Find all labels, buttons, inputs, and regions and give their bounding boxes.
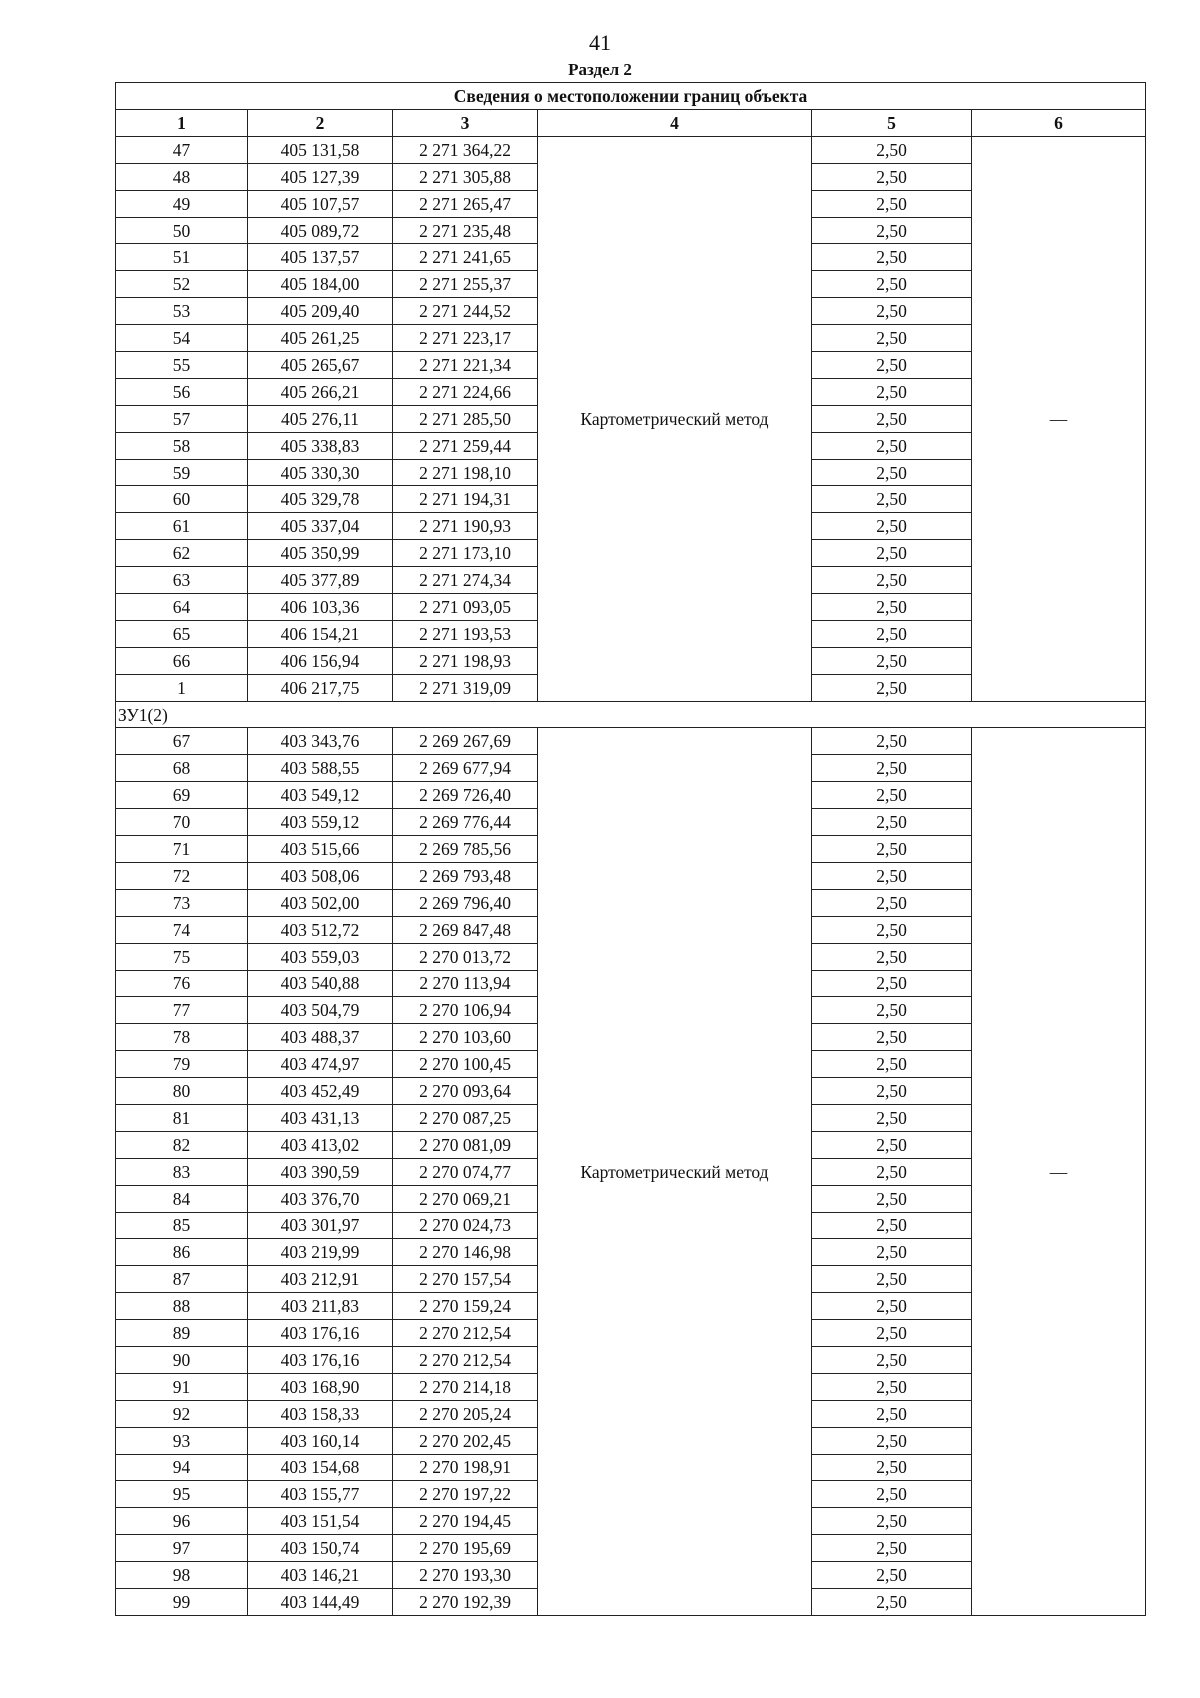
coordinate-x-cell: 403 588,55 <box>248 755 393 782</box>
point-number-cell: 58 <box>116 432 248 459</box>
method-cell: Картометрический метод <box>538 136 812 701</box>
point-number-cell: 74 <box>116 916 248 943</box>
coordinate-y-cell: 2 270 106,94 <box>393 997 538 1024</box>
coordinate-x-cell: 406 154,21 <box>248 620 393 647</box>
point-number-cell: 81 <box>116 1104 248 1131</box>
coordinate-y-cell: 2 270 202,45 <box>393 1427 538 1454</box>
coordinate-y-cell: 2 271 221,34 <box>393 352 538 379</box>
point-number-cell: 87 <box>116 1266 248 1293</box>
point-number-cell: 50 <box>116 217 248 244</box>
coordinate-x-cell: 403 413,02 <box>248 1131 393 1158</box>
point-number-cell: 97 <box>116 1535 248 1562</box>
coordinate-y-cell: 2 270 074,77 <box>393 1158 538 1185</box>
group-label-row <box>116 701 1146 728</box>
point-number-cell: 77 <box>116 997 248 1024</box>
coordinate-y-cell: 2 271 224,66 <box>393 378 538 405</box>
coordinate-x-cell: 403 155,77 <box>248 1481 393 1508</box>
accuracy-cell: 2,50 <box>812 1131 972 1158</box>
coordinate-x-cell: 403 502,00 <box>248 889 393 916</box>
group-label: ЗУ1(2) <box>116 701 1146 728</box>
accuracy-cell: 2,50 <box>812 1427 972 1454</box>
point-number-cell: 70 <box>116 809 248 836</box>
accuracy-cell: 2,50 <box>812 1185 972 1212</box>
point-number-cell: 63 <box>116 567 248 594</box>
accuracy-cell: 2,50 <box>812 809 972 836</box>
coordinate-x-cell: 403 559,12 <box>248 809 393 836</box>
point-number-cell: 54 <box>116 325 248 352</box>
coordinate-y-cell: 2 270 212,54 <box>393 1346 538 1373</box>
coordinate-y-cell: 2 271 235,48 <box>393 217 538 244</box>
point-number-cell: 83 <box>116 1158 248 1185</box>
point-number-cell: 93 <box>116 1427 248 1454</box>
point-number-cell: 82 <box>116 1131 248 1158</box>
accuracy-cell: 2,50 <box>812 567 972 594</box>
column-header: 4 <box>538 110 812 137</box>
coordinate-y-cell: 2 270 146,98 <box>393 1239 538 1266</box>
coordinate-y-cell: 2 271 305,88 <box>393 163 538 190</box>
coordinate-y-cell: 2 270 198,91 <box>393 1454 538 1481</box>
coordinate-x-cell: 406 156,94 <box>248 647 393 674</box>
point-number-cell: 94 <box>116 1454 248 1481</box>
coordinate-x-cell: 403 549,12 <box>248 782 393 809</box>
point-number-cell: 52 <box>116 271 248 298</box>
coordinate-y-cell: 2 271 364,22 <box>393 136 538 163</box>
accuracy-cell: 2,50 <box>812 1212 972 1239</box>
point-number-cell: 92 <box>116 1400 248 1427</box>
accuracy-cell: 2,50 <box>812 943 972 970</box>
point-number-cell: 78 <box>116 1024 248 1051</box>
coordinate-x-cell: 403 211,83 <box>248 1293 393 1320</box>
coordinate-x-cell: 403 146,21 <box>248 1562 393 1589</box>
coordinate-y-cell: 2 271 274,34 <box>393 567 538 594</box>
point-number-cell: 75 <box>116 943 248 970</box>
accuracy-cell: 2,50 <box>812 1588 972 1615</box>
coordinate-y-cell: 2 271 241,65 <box>393 244 538 271</box>
coordinate-y-cell: 2 271 223,17 <box>393 325 538 352</box>
accuracy-cell: 2,50 <box>812 594 972 621</box>
accuracy-cell: 2,50 <box>812 1481 972 1508</box>
coordinate-y-cell: 2 271 194,31 <box>393 486 538 513</box>
coordinate-y-cell: 2 270 159,24 <box>393 1293 538 1320</box>
coordinate-y-cell: 2 269 726,40 <box>393 782 538 809</box>
accuracy-cell: 2,50 <box>812 1239 972 1266</box>
column-header: 6 <box>972 110 1146 137</box>
coordinate-y-cell: 2 271 319,09 <box>393 674 538 701</box>
coordinate-x-cell: 403 540,88 <box>248 970 393 997</box>
coordinate-x-cell: 403 474,97 <box>248 1051 393 1078</box>
coordinate-x-cell: 403 219,99 <box>248 1239 393 1266</box>
coordinate-y-cell: 2 271 259,44 <box>393 432 538 459</box>
accuracy-cell: 2,50 <box>812 970 972 997</box>
coordinate-y-cell: 2 269 267,69 <box>393 728 538 755</box>
accuracy-cell: 2,50 <box>812 1024 972 1051</box>
coordinate-y-cell: 2 270 205,24 <box>393 1400 538 1427</box>
point-number-cell: 89 <box>116 1320 248 1347</box>
coordinate-x-cell: 405 338,83 <box>248 432 393 459</box>
table-row <box>116 728 1146 755</box>
coordinate-x-cell: 403 515,66 <box>248 836 393 863</box>
coordinate-x-cell: 405 377,89 <box>248 567 393 594</box>
accuracy-cell: 2,50 <box>812 1535 972 1562</box>
coordinate-x-cell: 403 176,16 <box>248 1346 393 1373</box>
point-number-cell: 88 <box>116 1293 248 1320</box>
point-number-cell: 55 <box>116 352 248 379</box>
accuracy-cell: 2,50 <box>812 244 972 271</box>
accuracy-cell: 2,50 <box>812 540 972 567</box>
point-number-cell: 71 <box>116 836 248 863</box>
accuracy-cell: 2,50 <box>812 1320 972 1347</box>
point-number-cell: 48 <box>116 163 248 190</box>
column-header-row <box>116 110 1146 137</box>
point-number-cell: 91 <box>116 1373 248 1400</box>
coordinate-x-cell: 403 390,59 <box>248 1158 393 1185</box>
point-number-cell: 65 <box>116 620 248 647</box>
coordinate-y-cell: 2 269 677,94 <box>393 755 538 782</box>
coordinate-x-cell: 403 154,68 <box>248 1454 393 1481</box>
point-number-cell: 84 <box>116 1185 248 1212</box>
point-number-cell: 62 <box>116 540 248 567</box>
coordinate-x-cell: 403 176,16 <box>248 1320 393 1347</box>
coordinate-y-cell: 2 271 093,05 <box>393 594 538 621</box>
point-number-cell: 47 <box>116 136 248 163</box>
column-header: 3 <box>393 110 538 137</box>
coordinate-x-cell: 405 330,30 <box>248 459 393 486</box>
point-number-cell: 86 <box>116 1239 248 1266</box>
coordinate-x-cell: 405 350,99 <box>248 540 393 567</box>
coordinate-y-cell: 2 269 793,48 <box>393 862 538 889</box>
coordinate-x-cell: 405 266,21 <box>248 378 393 405</box>
column-6-cell: — <box>972 728 1146 1615</box>
accuracy-cell: 2,50 <box>812 136 972 163</box>
coordinate-y-cell: 2 269 796,40 <box>393 889 538 916</box>
coordinate-y-cell: 2 271 193,53 <box>393 620 538 647</box>
coordinate-y-cell: 2 270 100,45 <box>393 1051 538 1078</box>
point-number-cell: 51 <box>116 244 248 271</box>
accuracy-cell: 2,50 <box>812 1400 972 1427</box>
coordinate-x-cell: 403 431,13 <box>248 1104 393 1131</box>
coordinate-x-cell: 405 089,72 <box>248 217 393 244</box>
coordinate-x-cell: 403 151,54 <box>248 1508 393 1535</box>
point-number-cell: 49 <box>116 190 248 217</box>
point-number-cell: 76 <box>116 970 248 997</box>
accuracy-cell: 2,50 <box>812 405 972 432</box>
coordinate-y-cell: 2 271 265,47 <box>393 190 538 217</box>
coordinate-y-cell: 2 269 847,48 <box>393 916 538 943</box>
coordinate-y-cell: 2 269 785,56 <box>393 836 538 863</box>
accuracy-cell: 2,50 <box>812 1562 972 1589</box>
boundary-coordinates-table <box>115 82 1146 1616</box>
coordinate-x-cell: 405 107,57 <box>248 190 393 217</box>
point-number-cell: 99 <box>116 1588 248 1615</box>
accuracy-cell: 2,50 <box>812 1508 972 1535</box>
coordinate-y-cell: 2 271 173,10 <box>393 540 538 567</box>
coordinate-x-cell: 403 144,49 <box>248 1588 393 1615</box>
table-row <box>116 136 1146 163</box>
coordinate-y-cell: 2 270 081,09 <box>393 1131 538 1158</box>
point-number-cell: 69 <box>116 782 248 809</box>
coordinate-x-cell: 406 103,36 <box>248 594 393 621</box>
section-title: Раздел 2 <box>568 60 632 79</box>
point-number-cell: 85 <box>116 1212 248 1239</box>
coordinate-x-cell: 405 276,11 <box>248 405 393 432</box>
point-number-cell: 73 <box>116 889 248 916</box>
point-number-cell: 60 <box>116 486 248 513</box>
coordinate-x-cell: 403 559,03 <box>248 943 393 970</box>
accuracy-cell: 2,50 <box>812 163 972 190</box>
point-number-cell: 56 <box>116 378 248 405</box>
coordinate-y-cell: 2 270 087,25 <box>393 1104 538 1131</box>
coordinate-y-cell: 2 270 024,73 <box>393 1212 538 1239</box>
accuracy-cell: 2,50 <box>812 190 972 217</box>
coordinate-y-cell: 2 270 113,94 <box>393 970 538 997</box>
coordinate-y-cell: 2 270 157,54 <box>393 1266 538 1293</box>
accuracy-cell: 2,50 <box>812 620 972 647</box>
point-number-cell: 66 <box>116 647 248 674</box>
coordinate-x-cell: 405 209,40 <box>248 298 393 325</box>
coordinate-y-cell: 2 270 214,18 <box>393 1373 538 1400</box>
coordinate-x-cell: 403 452,49 <box>248 1078 393 1105</box>
accuracy-cell: 2,50 <box>812 1104 972 1131</box>
accuracy-cell: 2,50 <box>812 271 972 298</box>
accuracy-cell: 2,50 <box>812 836 972 863</box>
coordinate-y-cell: 2 270 212,54 <box>393 1320 538 1347</box>
accuracy-cell: 2,50 <box>812 486 972 513</box>
accuracy-cell: 2,50 <box>812 1346 972 1373</box>
coordinate-y-cell: 2 271 198,93 <box>393 647 538 674</box>
coordinate-x-cell: 403 168,90 <box>248 1373 393 1400</box>
accuracy-cell: 2,50 <box>812 378 972 405</box>
coordinate-x-cell: 403 160,14 <box>248 1427 393 1454</box>
coordinate-y-cell: 2 270 069,21 <box>393 1185 538 1212</box>
coordinate-x-cell: 403 508,06 <box>248 862 393 889</box>
coordinate-x-cell: 405 261,25 <box>248 325 393 352</box>
coordinate-y-cell: 2 269 776,44 <box>393 809 538 836</box>
accuracy-cell: 2,50 <box>812 298 972 325</box>
accuracy-cell: 2,50 <box>812 755 972 782</box>
accuracy-cell: 2,50 <box>812 1051 972 1078</box>
coordinate-y-cell: 2 271 244,52 <box>393 298 538 325</box>
accuracy-cell: 2,50 <box>812 862 972 889</box>
coordinate-y-cell: 2 270 197,22 <box>393 1481 538 1508</box>
point-number-cell: 98 <box>116 1562 248 1589</box>
method-cell: Картометрический метод <box>538 728 812 1615</box>
coordinate-y-cell: 2 270 093,64 <box>393 1078 538 1105</box>
accuracy-cell: 2,50 <box>812 916 972 943</box>
coordinate-y-cell: 2 270 193,30 <box>393 1562 538 1589</box>
point-number-cell: 1 <box>116 674 248 701</box>
accuracy-cell: 2,50 <box>812 997 972 1024</box>
accuracy-cell: 2,50 <box>812 352 972 379</box>
coordinate-y-cell: 2 271 255,37 <box>393 271 538 298</box>
coordinate-x-cell: 403 301,97 <box>248 1212 393 1239</box>
coordinate-y-cell: 2 270 192,39 <box>393 1588 538 1615</box>
point-number-cell: 96 <box>116 1508 248 1535</box>
accuracy-cell: 2,50 <box>812 674 972 701</box>
point-number-cell: 64 <box>116 594 248 621</box>
accuracy-cell: 2,50 <box>812 513 972 540</box>
coordinate-x-cell: 405 184,00 <box>248 271 393 298</box>
point-number-cell: 79 <box>116 1051 248 1078</box>
table-title-row <box>116 83 1146 110</box>
accuracy-cell: 2,50 <box>812 1078 972 1105</box>
accuracy-cell: 2,50 <box>812 728 972 755</box>
accuracy-cell: 2,50 <box>812 1266 972 1293</box>
page-number: 41 <box>589 30 611 55</box>
accuracy-cell: 2,50 <box>812 647 972 674</box>
coordinate-y-cell: 2 270 013,72 <box>393 943 538 970</box>
accuracy-cell: 2,50 <box>812 1158 972 1185</box>
column-header: 5 <box>812 110 972 137</box>
point-number-cell: 68 <box>116 755 248 782</box>
column-6-cell: — <box>972 136 1146 701</box>
coordinate-x-cell: 403 376,70 <box>248 1185 393 1212</box>
point-number-cell: 53 <box>116 298 248 325</box>
coordinate-x-cell: 405 137,57 <box>248 244 393 271</box>
accuracy-cell: 2,50 <box>812 889 972 916</box>
table-title: Сведения о местоположении границ объекта <box>116 83 1146 110</box>
accuracy-cell: 2,50 <box>812 217 972 244</box>
coordinate-y-cell: 2 271 285,50 <box>393 405 538 432</box>
coordinate-x-cell: 406 217,75 <box>248 674 393 701</box>
coordinate-x-cell: 403 512,72 <box>248 916 393 943</box>
coordinate-y-cell: 2 270 194,45 <box>393 1508 538 1535</box>
point-number-cell: 59 <box>116 459 248 486</box>
accuracy-cell: 2,50 <box>812 459 972 486</box>
accuracy-cell: 2,50 <box>812 325 972 352</box>
coordinate-x-cell: 403 212,91 <box>248 1266 393 1293</box>
accuracy-cell: 2,50 <box>812 1373 972 1400</box>
coordinate-x-cell: 405 337,04 <box>248 513 393 540</box>
coordinate-x-cell: 403 504,79 <box>248 997 393 1024</box>
point-number-cell: 61 <box>116 513 248 540</box>
coordinate-x-cell: 403 150,74 <box>248 1535 393 1562</box>
column-header: 2 <box>248 110 393 137</box>
table-body <box>116 83 1146 1616</box>
point-number-cell: 80 <box>116 1078 248 1105</box>
coordinate-y-cell: 2 271 190,93 <box>393 513 538 540</box>
coordinate-x-cell: 405 131,58 <box>248 136 393 163</box>
accuracy-cell: 2,50 <box>812 1293 972 1320</box>
point-number-cell: 67 <box>116 728 248 755</box>
coordinate-x-cell: 403 343,76 <box>248 728 393 755</box>
point-number-cell: 95 <box>116 1481 248 1508</box>
accuracy-cell: 2,50 <box>812 432 972 459</box>
coordinate-x-cell: 405 265,67 <box>248 352 393 379</box>
coordinate-y-cell: 2 270 103,60 <box>393 1024 538 1051</box>
point-number-cell: 57 <box>116 405 248 432</box>
point-number-cell: 72 <box>116 862 248 889</box>
accuracy-cell: 2,50 <box>812 782 972 809</box>
coordinate-x-cell: 405 127,39 <box>248 163 393 190</box>
coordinate-x-cell: 403 488,37 <box>248 1024 393 1051</box>
coordinate-x-cell: 405 329,78 <box>248 486 393 513</box>
accuracy-cell: 2,50 <box>812 1454 972 1481</box>
coordinate-y-cell: 2 270 195,69 <box>393 1535 538 1562</box>
coordinate-y-cell: 2 271 198,10 <box>393 459 538 486</box>
column-header: 1 <box>116 110 248 137</box>
point-number-cell: 90 <box>116 1346 248 1373</box>
coordinate-x-cell: 403 158,33 <box>248 1400 393 1427</box>
